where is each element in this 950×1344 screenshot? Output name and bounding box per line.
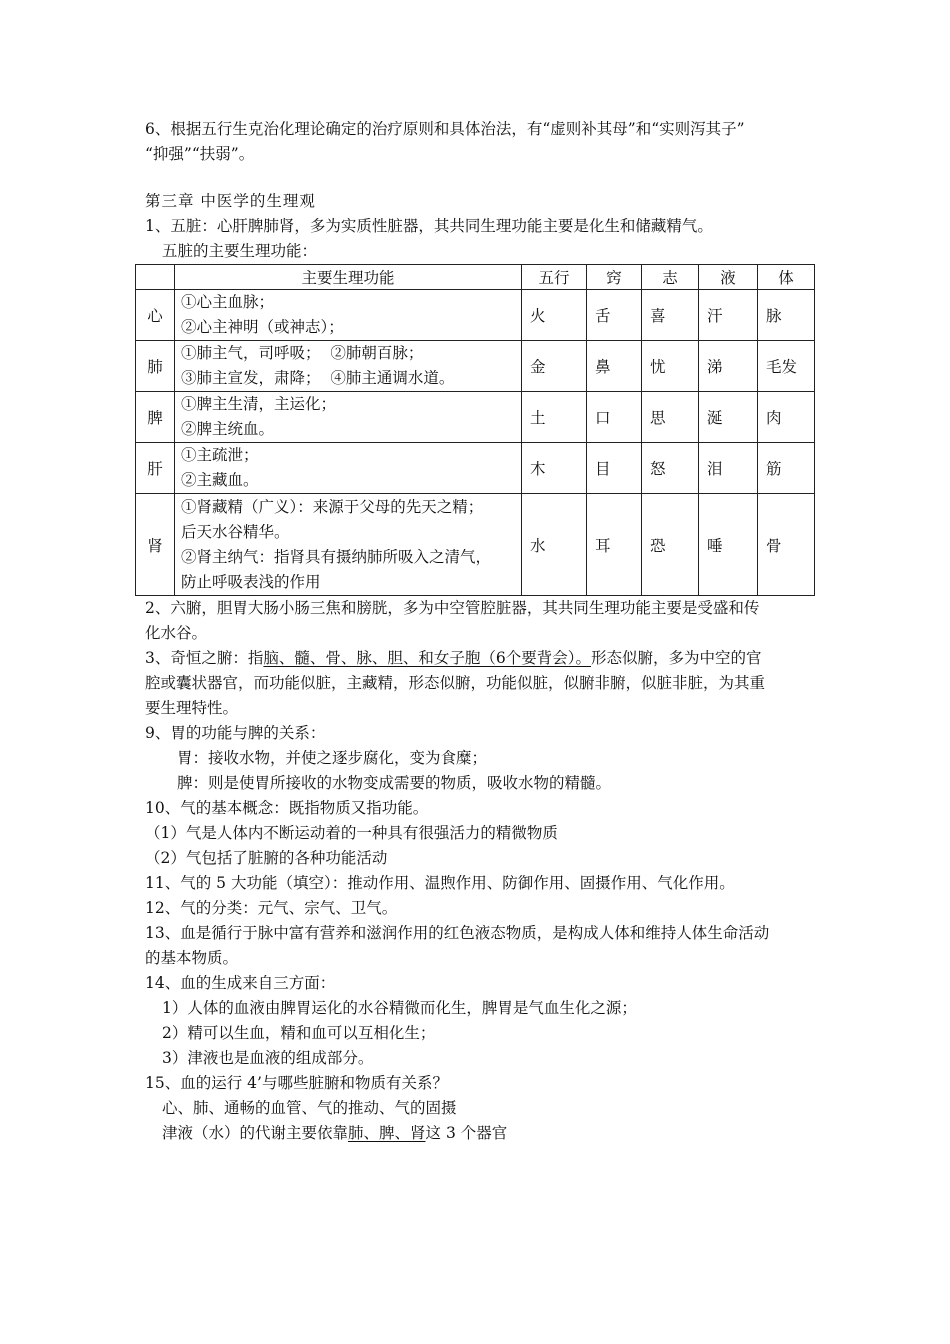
liufu-line1: 2、六腑，胆胃大肠小肠三焦和膀胱，多为中空管腔脏器，其共同生理功能主要是受盛和传	[145, 599, 760, 617]
function-cell	[175, 494, 522, 596]
function-line: ②肾主纳气：指肾具有摄纳肺所吸入之清气，	[181, 547, 492, 566]
qiheng-line2: 腔或囊状器官，而功能似脏，主藏精，形态似腑，功能似脏，似腑非腑，似脏非脏，为其重	[145, 674, 766, 692]
liufu-line2: 化水谷。	[145, 624, 208, 642]
function-cell	[175, 443, 522, 494]
function-line: ①肾藏精（广义）：来源于父母的先天之精；	[181, 497, 484, 516]
ye-cell: 泪	[699, 443, 758, 494]
table-row	[136, 494, 815, 596]
qiao-cell: 目	[587, 443, 642, 494]
qiheng-prefix: 3、奇恒之腑：指	[145, 649, 264, 667]
function-line: 后天水谷精华。	[181, 522, 290, 541]
function-line: ①肺主气，司呼吸； ②肺朝百脉；	[181, 344, 424, 362]
table-header: 体	[758, 265, 815, 290]
wei-line1: 胃：接收水物，并使之逐步腐化，变为食糜；	[177, 749, 488, 767]
zhi-cell: 忧	[642, 341, 699, 392]
function-line: ①心主血脉；	[181, 293, 275, 311]
table-row	[136, 341, 815, 392]
wei-line2: 脾：则是使胃所接收的水物变成需要的物质，吸收水物的精髓。	[177, 774, 612, 792]
function-line: ②脾主统血。	[181, 420, 275, 438]
xue-source-3: 3）津液也是血液的组成部分。	[162, 1049, 374, 1067]
table-row	[136, 443, 815, 494]
organ-function-table	[135, 264, 815, 596]
wuxing-cell: 火	[522, 290, 587, 341]
function-line: ③肺主宣发，肃降； ④肺主通调水道。	[181, 369, 455, 387]
item-6-line2: “抑强”“扶弱”。	[145, 145, 255, 163]
qiao-cell: 舌	[587, 290, 642, 341]
qi-line1: （1）气是人体内不断运动着的一种具有很强活力的精微物质	[145, 824, 558, 842]
function-cell	[175, 392, 522, 443]
ti-cell: 毛发	[758, 341, 815, 392]
xue-line2: 的基本物质。	[145, 949, 239, 967]
table-header: 志	[642, 265, 699, 290]
xue-source-title: 14、血的生成来自三方面：	[145, 974, 336, 992]
zhi-cell: 喜	[642, 290, 699, 341]
table-header-row	[136, 265, 815, 290]
jinye-prefix: 津液（水）的代谢主要依靠	[162, 1124, 349, 1142]
function-cell	[175, 341, 522, 392]
xue-run-title: 15、血的运行 4’与哪些脏腑和物质有关系？	[145, 1074, 448, 1092]
zhi-cell: 怒	[642, 443, 699, 494]
table-header: 主要生理功能	[175, 265, 522, 290]
xue-run-answer: 心、肺、通畅的血管、气的推动、气的固摄	[162, 1099, 457, 1117]
ye-cell: 涎	[699, 392, 758, 443]
organ-cell: 肝	[136, 443, 175, 494]
function-line: ①主疏泄；	[181, 446, 259, 464]
qi-functions: 11、气的 5 大功能（填空）：推动作用、温煦作用、防御作用、固摄作用、气化作用。	[145, 874, 735, 892]
wuxing-cell: 金	[522, 341, 587, 392]
wuxing-cell: 土	[522, 392, 587, 443]
qiao-cell: 耳	[587, 494, 642, 596]
organ-cell: 心	[136, 290, 175, 341]
jinye-line	[162, 1121, 507, 1145]
function-line: ②心主神明（或神志）；	[181, 318, 344, 336]
function-line: ①脾主生清，主运化；	[181, 395, 337, 413]
ti-cell: 脉	[758, 290, 815, 341]
qiao-cell: 鼻	[587, 341, 642, 392]
qiheng-line1	[145, 646, 762, 670]
ye-cell: 唾	[699, 494, 758, 596]
table-header: 窍	[587, 265, 642, 290]
qi-line2: （2）气包括了脏腑的各种功能活动	[145, 849, 388, 867]
wei-title: 9、胃的功能与脾的关系：	[145, 724, 326, 742]
function-line: ②主藏血。	[181, 471, 259, 489]
qi-classes: 12、气的分类：元气、宗气、卫气。	[145, 899, 398, 917]
wuxing-cell: 木	[522, 443, 587, 494]
table-row	[136, 392, 815, 443]
organ-cell: 肾	[136, 494, 175, 596]
xue-line1: 13、血是循行于脉中富有营养和滋润作用的红色液态物质，是构成人体和维持人体生命活动	[145, 924, 770, 942]
chapter-title: 第三章 中医学的生理观	[145, 192, 316, 210]
ti-cell: 筋	[758, 443, 815, 494]
qi-title: 10、气的基本概念：既指物质又指功能。	[145, 799, 429, 817]
qiheng-suffix: 形态似腑，多为中空的官	[591, 649, 762, 667]
zhi-cell: 恐	[642, 494, 699, 596]
function-line: 防止呼吸表浅的作用	[181, 572, 321, 591]
ye-cell: 涕	[699, 341, 758, 392]
xue-source-1: 1）人体的血液由脾胃运化的水谷精微而化生，脾胃是气血生化之源；	[162, 999, 637, 1017]
wuxing-cell: 水	[522, 494, 587, 596]
qiheng-line3: 要生理特性。	[145, 699, 239, 717]
ye-cell: 汗	[699, 290, 758, 341]
ti-cell: 骨	[758, 494, 815, 596]
jinye-underlined: 肺、脾、肾	[348, 1124, 426, 1142]
zhi-cell: 思	[642, 392, 699, 443]
table-row	[136, 290, 815, 341]
table-header-blank	[136, 265, 175, 290]
table-caption: 五脏的主要生理功能：	[162, 242, 318, 260]
wuzang-line: 1、五脏：心肝脾肺肾，多为实质性脏器，其共同生理功能主要是化生和储藏精气。	[145, 217, 713, 235]
organ-cell: 肺	[136, 341, 175, 392]
jinye-suffix: 这 3 个器官	[425, 1124, 508, 1142]
organ-cell: 脾	[136, 392, 175, 443]
table-header: 五行	[522, 265, 587, 290]
qiheng-underlined: 脑、髓、骨、脉、胆、和女子胞（6个要背会）。	[263, 649, 591, 667]
function-cell	[175, 290, 522, 341]
xue-source-2: 2）精可以生血，精和血可以互相化生；	[162, 1024, 436, 1042]
qiao-cell: 口	[587, 392, 642, 443]
item-6-line1: 6、根据五行生克治化理论确定的治疗原则和具体治法，有“虚则补其母”和“实则泻其子”	[145, 120, 745, 138]
table-header: 液	[699, 265, 758, 290]
ti-cell: 肉	[758, 392, 815, 443]
